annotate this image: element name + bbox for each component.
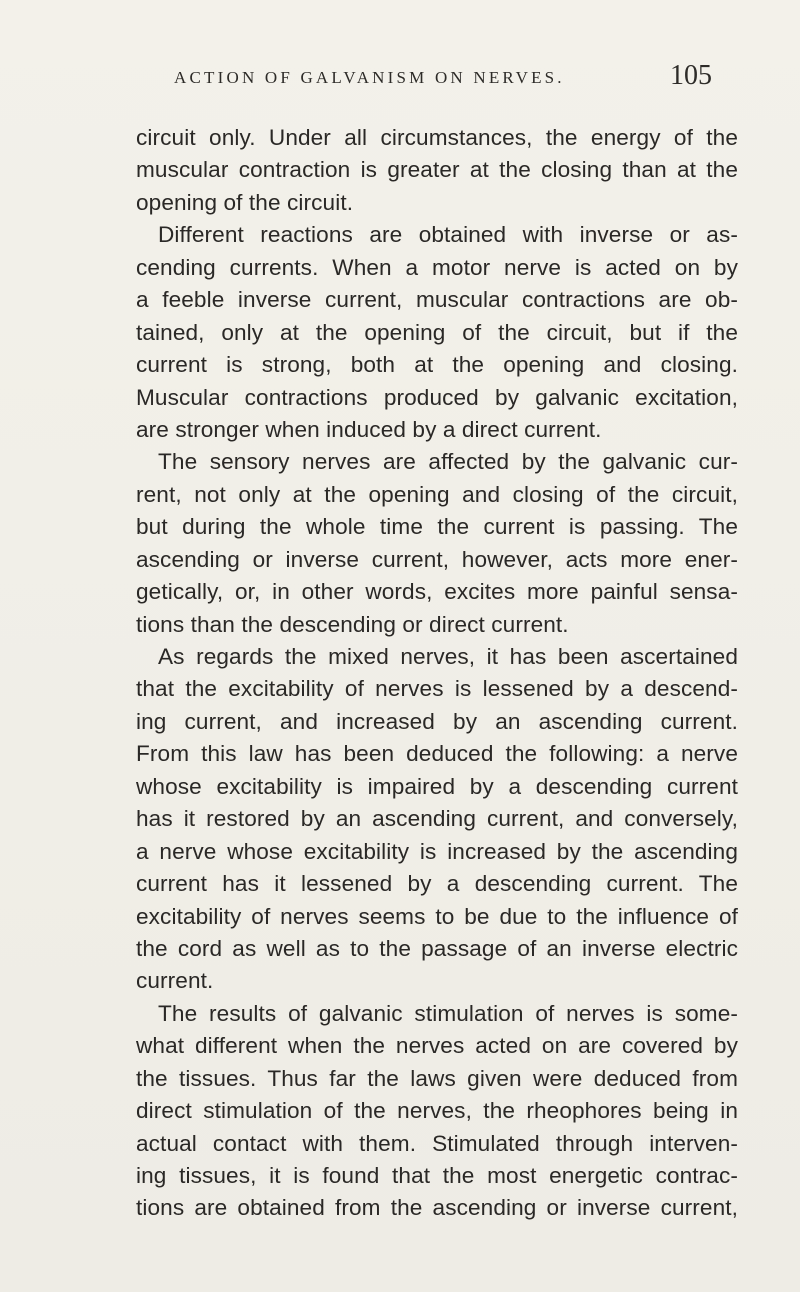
text-line: tained, only at the opening of the circuit, but if the — [136, 319, 738, 345]
text-line: tions are obtained from the ascending or inverse current, — [136, 1195, 738, 1221]
page-number: 105 — [670, 60, 712, 91]
text-line: circuit only. Under all circumstances, the energy of the — [136, 125, 738, 150]
text-line: actual contact with them. Stimulated through interven- — [136, 1130, 738, 1156]
text-line: getically, or, in other words, excites more painful sensa- — [136, 579, 738, 605]
text-line: The sensory nerves are affected by the galvanic cur- — [158, 449, 738, 475]
text-line: has it restored by an ascending current, and conversely, — [136, 806, 738, 832]
paragraph — [136, 122, 738, 219]
paragraph — [136, 446, 738, 641]
text-line: what different when the nerves acted on are covered by — [136, 1033, 738, 1059]
text-line: excitability of nerves seems to be due to the influence of — [136, 903, 738, 929]
paragraph — [136, 219, 738, 446]
text-line: muscular contraction is greater at the closing than at the — [136, 157, 738, 183]
paragraph — [136, 641, 738, 998]
text-line: direct stimulation of the nerves, the rheophores being in — [136, 1098, 738, 1124]
text-line: current has it lessened by a descending current. The — [136, 871, 738, 897]
text-line: ascending or inverse current, however, acts more ener- — [136, 546, 738, 572]
running-head-title: ACTION OF GALVANISM ON NERVES. — [174, 68, 565, 87]
text-line: From this law has been deduced the following: a nerve — [136, 741, 738, 767]
text-line: the cord as well as to the passage of an inverse electric — [136, 935, 738, 961]
text-line: Muscular contractions produced by galvanic excitation, — [136, 384, 738, 410]
text-line: current is strong, both at the opening and closing. — [136, 352, 738, 378]
paragraph — [136, 998, 738, 1225]
text-line: rent, not only at the opening and closing of the circuit, — [136, 481, 738, 507]
text-line: cending currents. When a motor nerve is acted on by — [136, 254, 738, 280]
text-line: that the excitability of nerves is lessened by a descend- — [136, 676, 738, 702]
text-line: the tissues. Thus far the laws given were deduced from — [136, 1065, 738, 1091]
text-line: opening of the circuit. — [136, 189, 354, 215]
text-line: current. — [136, 968, 214, 994]
text-line: but during the whole time the current is passing. The — [136, 514, 738, 540]
text-line: are stronger when induced by a direct current. — [136, 416, 602, 442]
text-line: ing tissues, it is found that the most energetic contrac- — [136, 1163, 738, 1188]
text-line: a nerve whose excitability is increased by the ascending — [136, 838, 738, 864]
text-line: As regards the mixed nerves, it has been ascertained — [158, 644, 738, 669]
text-line: whose excitability is impaired by a descending current — [136, 773, 738, 799]
text-line: Different reactions are obtained with inverse or as- — [158, 222, 738, 248]
body-text — [136, 122, 738, 1225]
text-line: ing current, and increased by an ascending current. — [136, 708, 738, 734]
text-line: a feeble inverse current, muscular contractions are ob- — [136, 287, 738, 313]
text-line: tions than the descending or direct current. — [136, 611, 569, 637]
text-line: The results of galvanic stimulation of nerves is some- — [158, 1000, 738, 1026]
page-header — [0, 62, 800, 106]
